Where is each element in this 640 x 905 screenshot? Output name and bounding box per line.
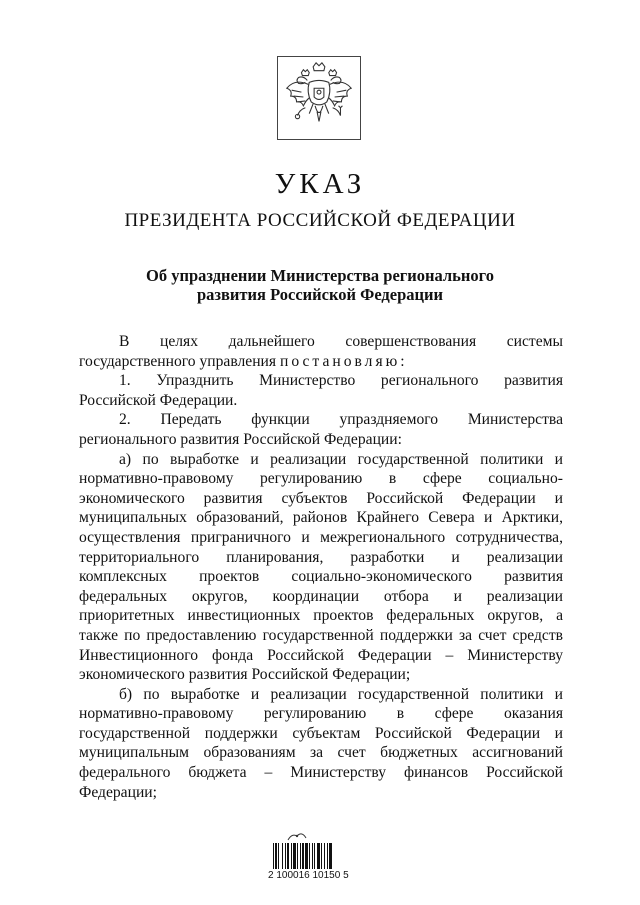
heading-line: Об упразднении Министерства регионального <box>145 266 494 285</box>
body-line <box>79 352 563 372</box>
body-line: нормативно-правовому регулированию в сфере социально- <box>79 470 563 488</box>
barcode-bar <box>324 843 325 869</box>
body-line: Российской Федерации. <box>79 391 238 409</box>
barcode-bar <box>287 843 289 869</box>
body-line: муниципальных образований, районов Крайнего Севера и Арктики, <box>79 509 563 527</box>
barcode-icon <box>272 843 366 869</box>
barcode-bar <box>321 843 322 869</box>
body-line: 2. Передать функции упраздняемого Министерства <box>119 411 563 429</box>
russian-coat-of-arms-icon <box>278 57 360 139</box>
body-line: государственной поддержки субъектам Российской Федерации и <box>79 724 563 742</box>
document-body <box>79 332 563 802</box>
barcode-bar <box>309 843 310 869</box>
barcode-bar <box>275 843 277 869</box>
barcode-bar <box>300 843 301 869</box>
barcode-bar <box>302 843 304 869</box>
barcode-bar <box>273 843 274 869</box>
body-line: территориального планирования, разработки и реализации <box>79 548 563 566</box>
barcode-bar <box>327 843 328 869</box>
barcode-bar <box>317 843 320 869</box>
barcode-bar <box>329 843 332 869</box>
body-line: приоритетных инвестиционных проектов федеральных округов, а <box>79 607 563 625</box>
body-line: а) по выработке и реализации государственной политики и <box>119 450 563 468</box>
coat-of-arms-emblem <box>277 56 361 140</box>
body-line: осуществления приграничного и межрегионального сотрудничества, <box>79 528 563 546</box>
barcode-bar <box>314 843 315 869</box>
body-text-fragment: : <box>400 352 405 370</box>
body-line: Инвестиционного фонда Российской Федерации – Министерству <box>79 646 563 664</box>
barcode-bar <box>297 843 298 869</box>
body-line: 1. Упразднить Министерство регионального развития <box>119 372 563 390</box>
heading-line: развития Российской Федерации <box>196 285 444 304</box>
body-line: комплексных проектов социально-экономического развития <box>79 568 563 586</box>
body-line: В целях дальнейшего совершенствования системы <box>119 333 563 350</box>
body-line: также по предоставлению государственной поддержки за счет средств <box>79 626 563 644</box>
body-line: федеральных округов, координации отбора и реализации <box>79 587 563 605</box>
body-line: экономического развития Российской Федерации; <box>79 666 411 684</box>
barcode-number: 2 100016 10150 5 <box>268 870 349 881</box>
body-line: федерального бюджета – Министерству финансов Российской <box>79 764 563 782</box>
barcode-bar <box>293 843 296 869</box>
barcode-bar <box>282 843 283 869</box>
body-text-fragment: государственного управления <box>79 352 280 370</box>
barcode-bar <box>291 843 292 869</box>
body-line: муниципальным образованиям за счет бюджетных ассигнований <box>79 744 563 762</box>
document-barcode <box>268 832 372 882</box>
barcode-bar <box>312 843 313 869</box>
body-line: б) по выработке и реализации государственной политики и <box>119 685 563 703</box>
decree-subtitle: ПРЕЗИДЕНТА РОССИЙСКОЙ ФЕДЕРАЦИИ <box>124 210 516 231</box>
body-line: регионального развития Российской Федерации: <box>79 430 402 448</box>
printer-mark-icon <box>286 832 308 842</box>
body-text-spaced: постановляю <box>279 352 401 370</box>
barcode-bar <box>278 843 279 869</box>
barcode-bar <box>305 843 308 869</box>
body-line: Федерации; <box>79 783 157 801</box>
body-line: экономического развития субъектов Российской Федерации и <box>79 489 563 507</box>
body-line: нормативно-правовому регулированию в сфере оказания <box>79 705 563 723</box>
document-heading <box>0 266 640 304</box>
decree-title: УКАЗ <box>274 168 366 200</box>
barcode-bar <box>285 843 286 869</box>
